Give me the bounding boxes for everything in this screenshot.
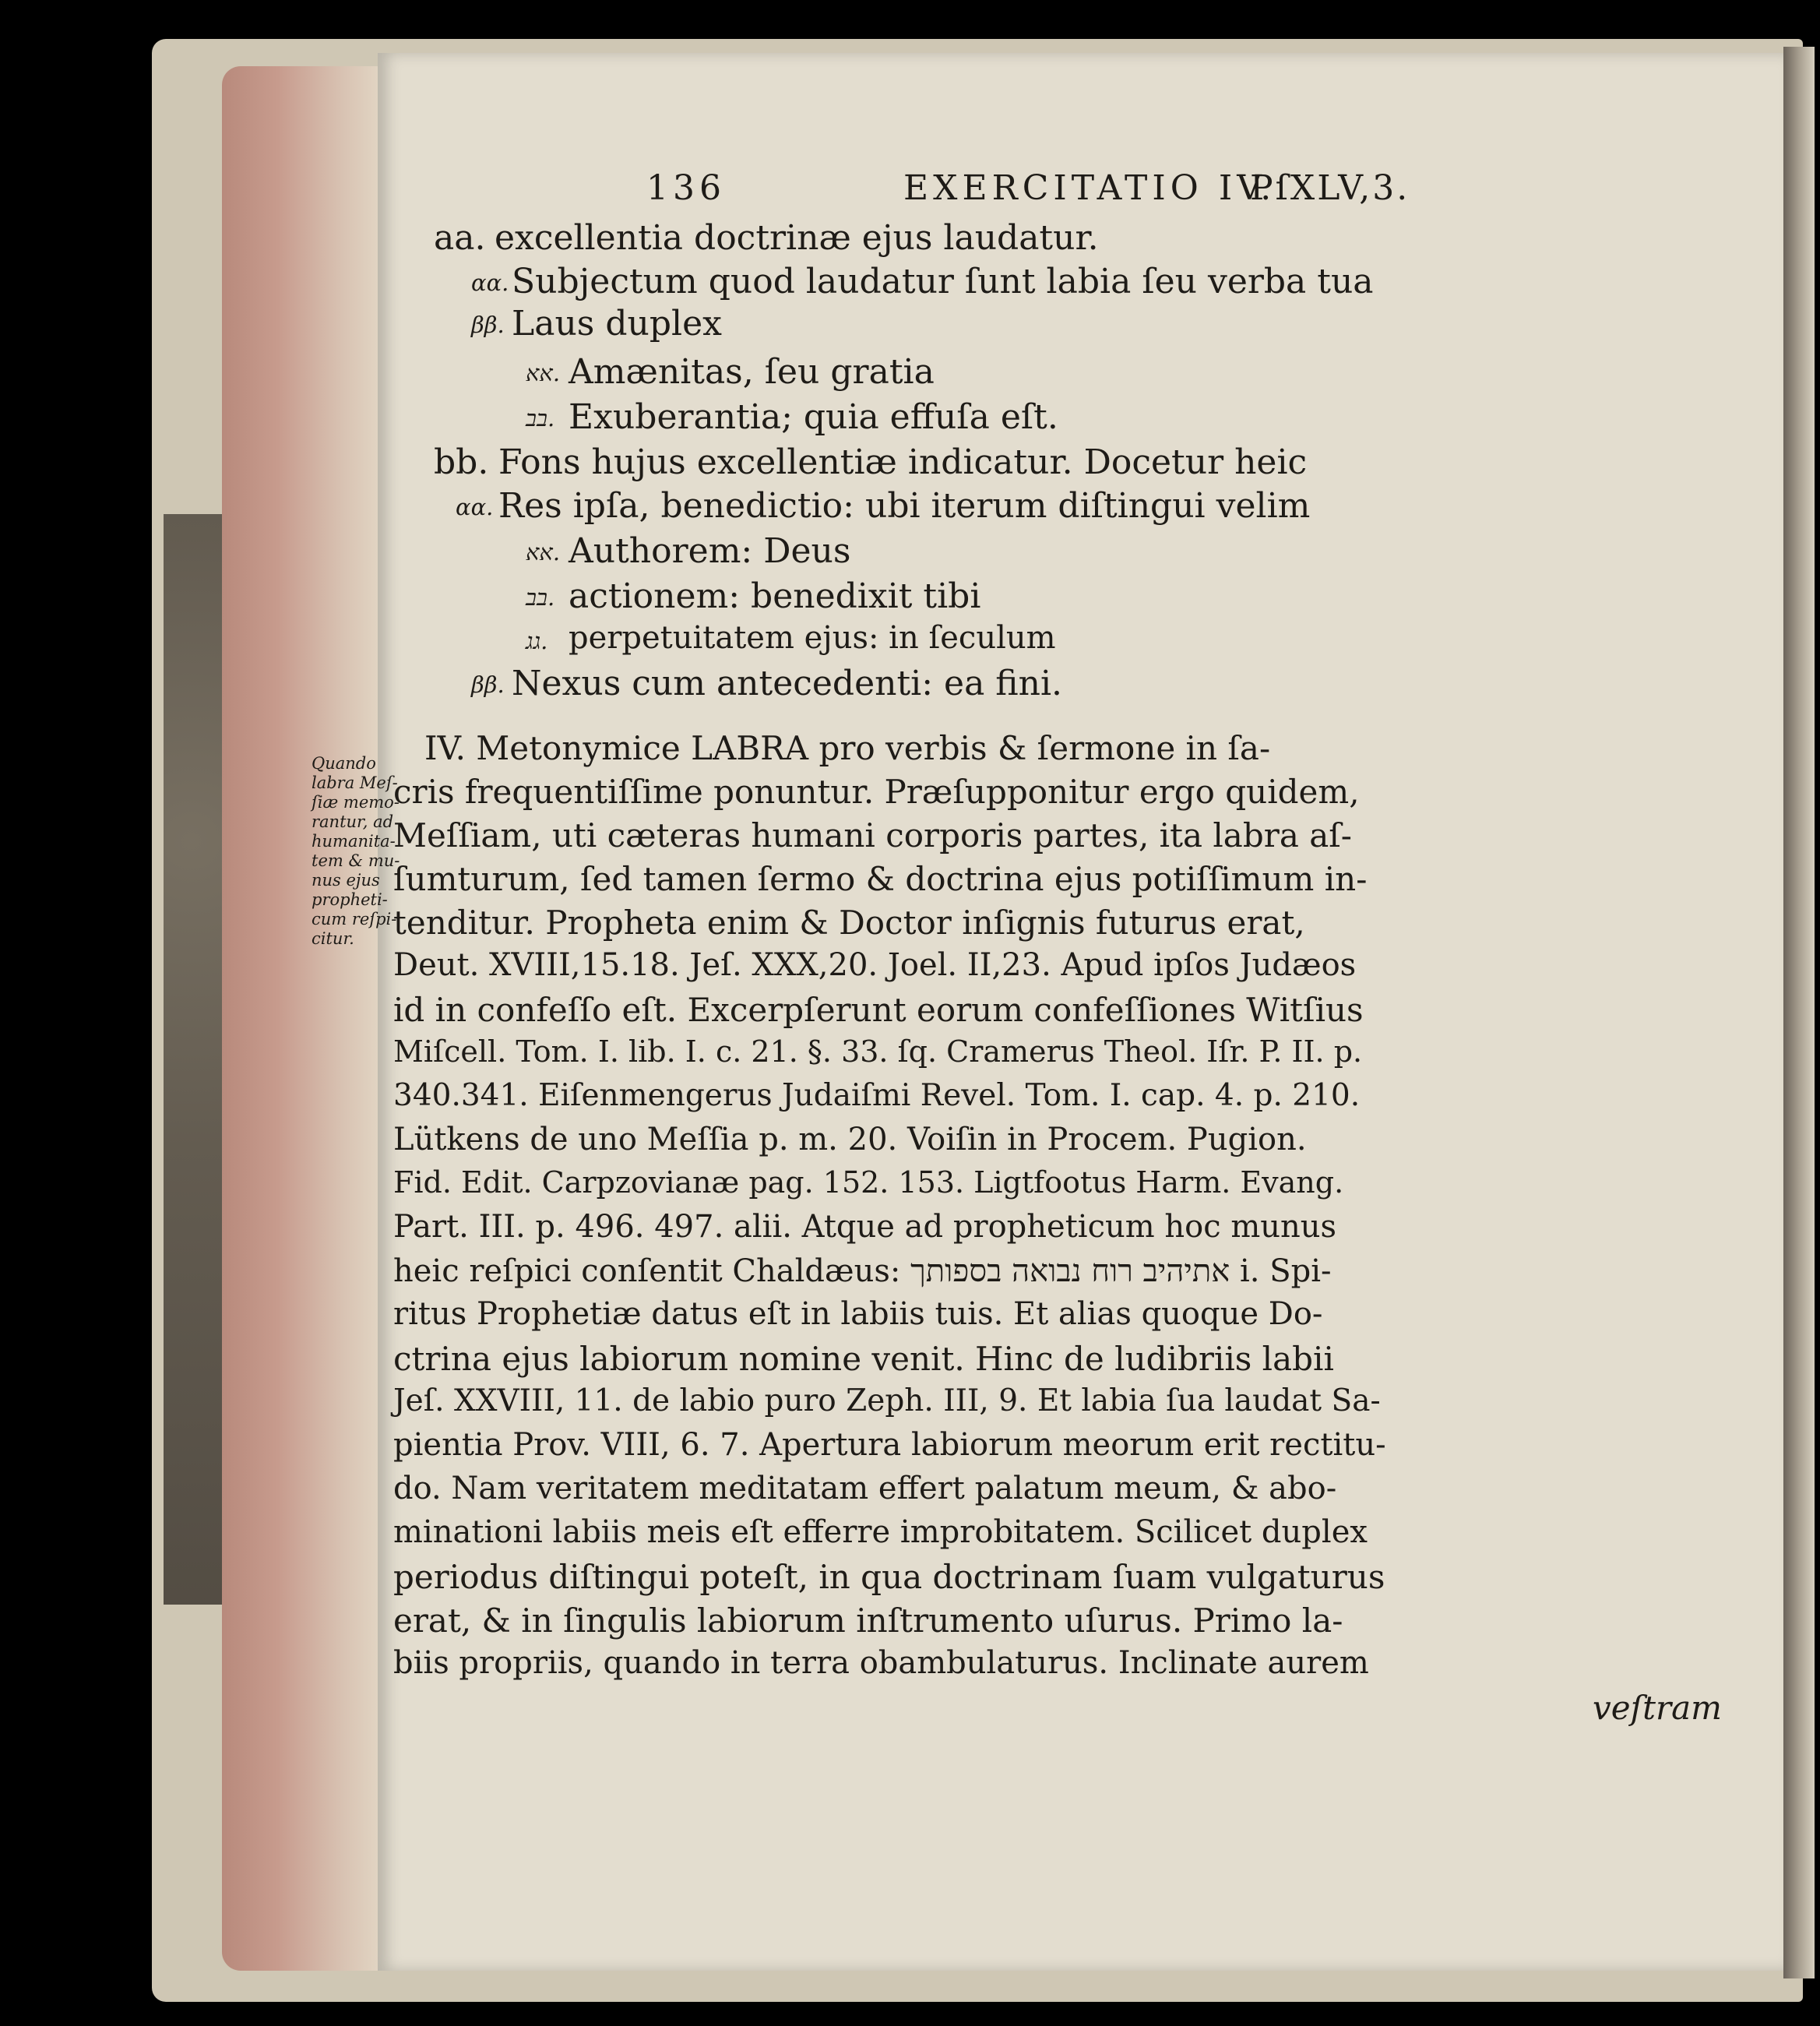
paragraph-line: 340.341. Eiſenmengerus Judaiſmi Revel. Tom. I. cap. 4. p. 210.: [393, 1078, 1361, 1113]
margin-note-line: citur.: [312, 929, 354, 948]
outline-marker: גג.: [526, 628, 548, 654]
page-number: 136: [646, 168, 726, 208]
margin-note-line: tem & mu-: [312, 851, 400, 870]
paragraph-line: periodus diſtingui poteſt, in qua doctrinam ſuam vulgaturus: [393, 1558, 1385, 1596]
paragraph-line: erat, & in ſingulis labiorum inſtrumento uſurus. Primo la-: [393, 1601, 1343, 1640]
paragraph-line: Part. III. p. 496. 497. alii. Atque ad propheticum hoc munus: [393, 1209, 1337, 1245]
outline-marker: בב.: [526, 584, 555, 611]
outline-line: Authorem: Deus: [569, 531, 851, 571]
book-page: [312, 53, 1783, 1971]
outline-line: Fons hujus excellentiæ indicatur. Docetur heic: [498, 442, 1308, 482]
margin-note-line: propheti-: [312, 890, 388, 909]
outline-marker: ββ.: [471, 671, 505, 698]
paragraph-line: heic reſpici conſentit Chaldæus: אתיהיב רוח נבואה בספותך i. Spi-: [393, 1253, 1332, 1289]
section-reference: PſXLV,3.: [1250, 168, 1410, 208]
paragraph-line: Meſſiam, uti cæteras humani corporis partes, ita labra aſ-: [393, 816, 1352, 854]
outline-marker: bb.: [434, 442, 489, 482]
gutter-shadow: [1783, 47, 1815, 1978]
outline-line: Res ipſa, benedictio: ubi iterum diſtingui velim: [498, 486, 1311, 526]
outline-line: actionem: benedixit tibi: [569, 576, 981, 616]
paragraph-line: id in confeſſo eſt. Excerpſerunt eorum confeſſiones Witſius: [393, 991, 1364, 1029]
running-title: EXERCITATIO IV.: [903, 168, 1276, 208]
margin-note-line: cum reſpi-: [312, 910, 397, 928]
outline-line: Laus duplex: [512, 304, 722, 344]
page-edge-red: [222, 66, 382, 1971]
paragraph-line: ritus Prophetiæ datus eſt in labiis tuis. Et alias quoque Do-: [393, 1296, 1323, 1332]
margin-note-line: humanita-: [312, 832, 396, 851]
paragraph-line: do. Nam veritatem meditatam effert palatum meum, & abo-: [393, 1471, 1337, 1506]
margin-note-line: rantur, ad: [312, 812, 394, 831]
paragraph-line: biis propriis, quando in terra obambulaturus. Inclinate aurem: [393, 1645, 1369, 1681]
paragraph-line: ctrina ejus labiorum nomine venit. Hinc de ludibriis labii: [393, 1340, 1334, 1378]
paragraph-line: Fid. Edit. Carpzovianæ pag. 152. 153. Ligtfootus Harm. Evang.: [393, 1165, 1344, 1200]
catchword: veſtram: [1593, 1689, 1722, 1727]
paragraph-line: IV. Metonymice LABRA pro verbis & ſermone in ſa-: [424, 729, 1271, 767]
paragraph-line: pientia Prov. VIII, 6. 7. Apertura labiorum meorum erit rectitu-: [393, 1427, 1386, 1463]
margin-note-line: nus ejus: [312, 871, 380, 890]
margin-note-line: ſiæ memo-: [312, 793, 400, 812]
outline-marker: ββ.: [471, 312, 505, 338]
paragraph-line: Deut. XVIII,15.18. Jeſ. XXX,20. Joel. II,23. Apud ipſos Judæos: [393, 947, 1357, 983]
paragraph-line: Jeſ. XXVIII, 11. de labio puro Zeph. III, 9. Et labia ſua laudat Sa-: [393, 1383, 1381, 1418]
paragraph-line: Lütkens de uno Meſſia p. m. 20. Voiſin in Procem. Pugion.: [393, 1122, 1307, 1157]
outline-marker: אא.: [526, 539, 561, 566]
paragraph-line: minationi labiis meis eſt efferre improbitatem. Scilicet duplex: [393, 1514, 1368, 1550]
paragraph-line: Miſcell. Tom. I. lib. I. c. 21. §. 33. ſq. Cramerus Theol. Iſr. P. II. p.: [393, 1034, 1363, 1069]
outline-line: perpetuitatem ejus: in ſeculum: [569, 620, 1056, 656]
paragraph-line: ſumturum, ſed tamen ſermo & doctrina ejus potiſſimum in-: [393, 860, 1368, 898]
outline-marker: בב.: [526, 405, 555, 432]
paragraph-line: cris frequentiſſime ponuntur. Præſupponitur ergo quidem,: [393, 773, 1360, 811]
outline-line: Nexus cum antecedenti: ea fini.: [512, 664, 1063, 703]
outline-marker: אא.: [526, 360, 561, 386]
outline-marker: αα.: [471, 270, 509, 296]
margin-note-line: labra Meſ-: [312, 773, 398, 792]
outline-line: Amænitas, ſeu gratia: [569, 352, 935, 392]
outline-line: Exuberantia; quia effuſa eſt.: [569, 397, 1058, 437]
outline-marker: aa.: [434, 218, 486, 258]
outline-line: excellentia doctrinæ ejus laudatur.: [495, 218, 1099, 258]
outline-marker: αα.: [456, 494, 494, 520]
paragraph-line: tenditur. Propheta enim & Doctor inſignis futurus erat,: [393, 904, 1305, 942]
outline-line: Subjectum quod laudatur ſunt labia ſeu verba tua: [512, 262, 1374, 301]
margin-note-line: Quando: [312, 754, 376, 773]
